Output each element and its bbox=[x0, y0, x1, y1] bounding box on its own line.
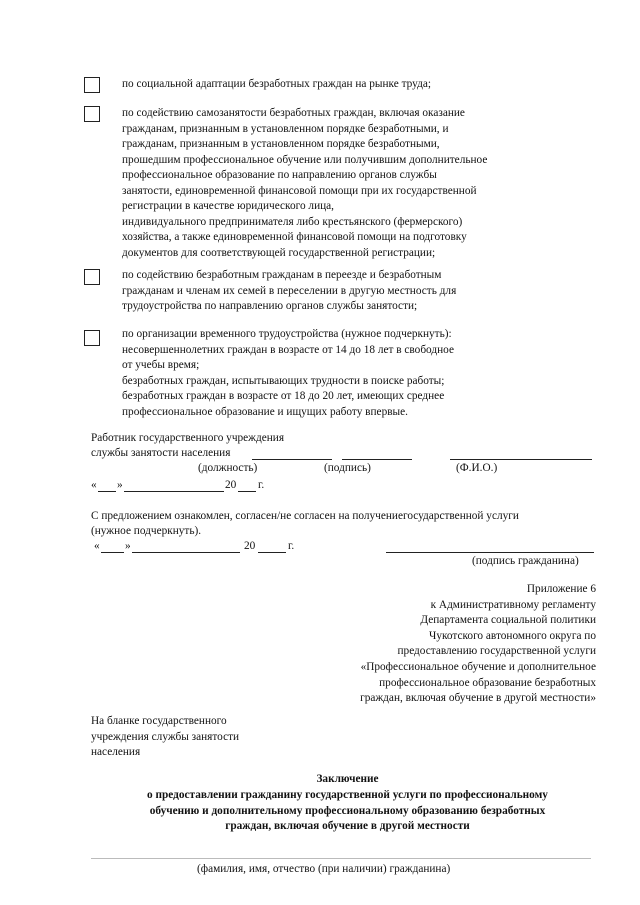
consent-year-field[interactable] bbox=[258, 552, 286, 553]
citizen-name-caption: (фамилия, имя, отчество (при наличии) гражданина) bbox=[197, 863, 451, 875]
option-line: по содействию безработным гражданам в переезде и безработным bbox=[122, 269, 442, 281]
worker-year-field[interactable] bbox=[238, 491, 256, 492]
letterhead-line: учреждения службы занятости bbox=[91, 730, 240, 743]
option-line: индивидуального предпринимателя либо крестьянского (фермерского) bbox=[122, 215, 463, 228]
letterhead-line: населения bbox=[91, 746, 141, 758]
option-line: документов для соответствующей государственной регистрации; bbox=[122, 246, 436, 259]
option-self-employment bbox=[122, 106, 487, 261]
citizen-name-field[interactable] bbox=[91, 858, 591, 859]
worker-line-1: Работник государственного учреждения bbox=[91, 432, 285, 444]
fio-field[interactable] bbox=[450, 459, 592, 460]
consent-date-suffix: г. bbox=[288, 540, 295, 552]
relocation-checkbox[interactable] bbox=[84, 269, 100, 285]
conclusion-line: граждан, включая обучение в другой местности bbox=[225, 820, 470, 833]
option-line: гражданам, признанным в установленном порядке безработными, bbox=[122, 138, 440, 150]
option-line: по организации временного трудоустройства (нужное подчеркнуть): bbox=[122, 328, 452, 340]
appendix-line: Департамента социальной политики bbox=[420, 614, 596, 627]
worker-line-2: службы занятости населения bbox=[91, 447, 231, 459]
conclusion-line: обучению и дополнительному профессиональному образованию безработных bbox=[149, 804, 546, 817]
appendix-line: Чукотского автономного округа по bbox=[429, 629, 596, 642]
option-line: прошедшим профессиональное обучение или получившим дополнительное bbox=[122, 153, 488, 166]
option-relocation bbox=[122, 268, 456, 315]
appendix-line: профессиональное образование безработных bbox=[379, 676, 596, 689]
appendix-line: Приложение 6 bbox=[526, 583, 596, 595]
position-caption: (должность) bbox=[198, 462, 258, 474]
appendix-line: к Административному регламенту bbox=[430, 598, 596, 611]
option-line: от учебы время; bbox=[122, 359, 200, 371]
option-social-adaptation bbox=[122, 77, 431, 93]
signature-caption: (подпись) bbox=[324, 462, 371, 474]
option-line: профессиональное образование и ищущих работу впервые. bbox=[122, 405, 408, 418]
worker-date-suffix: г. bbox=[258, 479, 265, 491]
option-line: гражданам, признанным в установленном порядке безработными, и bbox=[122, 122, 449, 135]
consent-line-2: (нужное подчеркнуть). bbox=[91, 525, 202, 537]
worker-day-field[interactable] bbox=[98, 491, 116, 492]
citizen-signature-caption: (подпись гражданина) bbox=[472, 555, 579, 567]
option-line: регистрации в качестве юридического лица, bbox=[122, 200, 334, 212]
worker-month-field[interactable] bbox=[124, 491, 224, 492]
consent-date-year: 20 bbox=[244, 540, 256, 552]
option-line: несовершеннолетних граждан в возрасте от 14 до 18 лет в свободное bbox=[122, 343, 454, 356]
worker-date-open: « bbox=[91, 479, 97, 491]
conclusion-line: о предоставлении гражданину государственной услуги по профессиональному bbox=[147, 788, 548, 801]
conclusion-title bbox=[60, 772, 635, 835]
fio-caption-short: (Ф.И.О.) bbox=[456, 462, 498, 474]
consent-line-1: С предложением ознакомлен, согласен/не согласен на получениегосударственной услуги bbox=[91, 510, 519, 522]
appendix-line: предоставлению государственной услуги bbox=[397, 645, 596, 658]
option-line: по социальной адаптации безработных граждан на рынке труда; bbox=[122, 78, 431, 90]
option-line: гражданам и членам их семей в переселении в другую местность для bbox=[122, 284, 457, 297]
consent-day-field[interactable] bbox=[101, 552, 124, 553]
consent-date-mid: » bbox=[125, 540, 131, 552]
appendix-block bbox=[360, 582, 596, 707]
temporary-employment-checkbox[interactable] bbox=[84, 330, 100, 346]
option-line: трудоустройства по направлению органов службы занятости; bbox=[122, 300, 418, 312]
option-temporary-employment bbox=[122, 327, 454, 420]
conclusion-heading: Заключение bbox=[316, 773, 379, 785]
appendix-line: «Профессиональное обучение и дополнительное bbox=[360, 660, 596, 673]
self-employment-checkbox[interactable] bbox=[84, 106, 100, 122]
option-line: безработных граждан в возрасте от 18 до 20 лет, имеющих среднее bbox=[122, 390, 445, 402]
option-line: по содействию самозанятости безработных граждан, включая оказание bbox=[122, 107, 465, 119]
appendix-line: граждан, включая обучение в другой местности» bbox=[360, 692, 596, 705]
social-adaptation-checkbox[interactable] bbox=[84, 77, 100, 93]
option-line: занятости, единовременной финансовой помощи при их государственной bbox=[122, 184, 477, 197]
letterhead-note bbox=[91, 714, 239, 761]
signature-field[interactable] bbox=[342, 459, 412, 460]
worker-date-mid: » bbox=[117, 479, 123, 491]
letterhead-line: На бланке государственного bbox=[91, 715, 227, 727]
citizen-signature-field[interactable] bbox=[386, 552, 594, 553]
consent-date-open: « bbox=[94, 540, 100, 552]
position-field[interactable] bbox=[252, 459, 332, 460]
consent-month-field[interactable] bbox=[132, 552, 240, 553]
option-line: безработных граждан, испытывающих трудности в поиске работы; bbox=[122, 374, 445, 387]
option-line: хозяйства, а также единовременной финансовой помощи на подготовку bbox=[122, 231, 467, 243]
worker-date-year: 20 bbox=[225, 479, 237, 491]
option-line: профессиональное образование по направлению органов службы bbox=[122, 169, 437, 181]
